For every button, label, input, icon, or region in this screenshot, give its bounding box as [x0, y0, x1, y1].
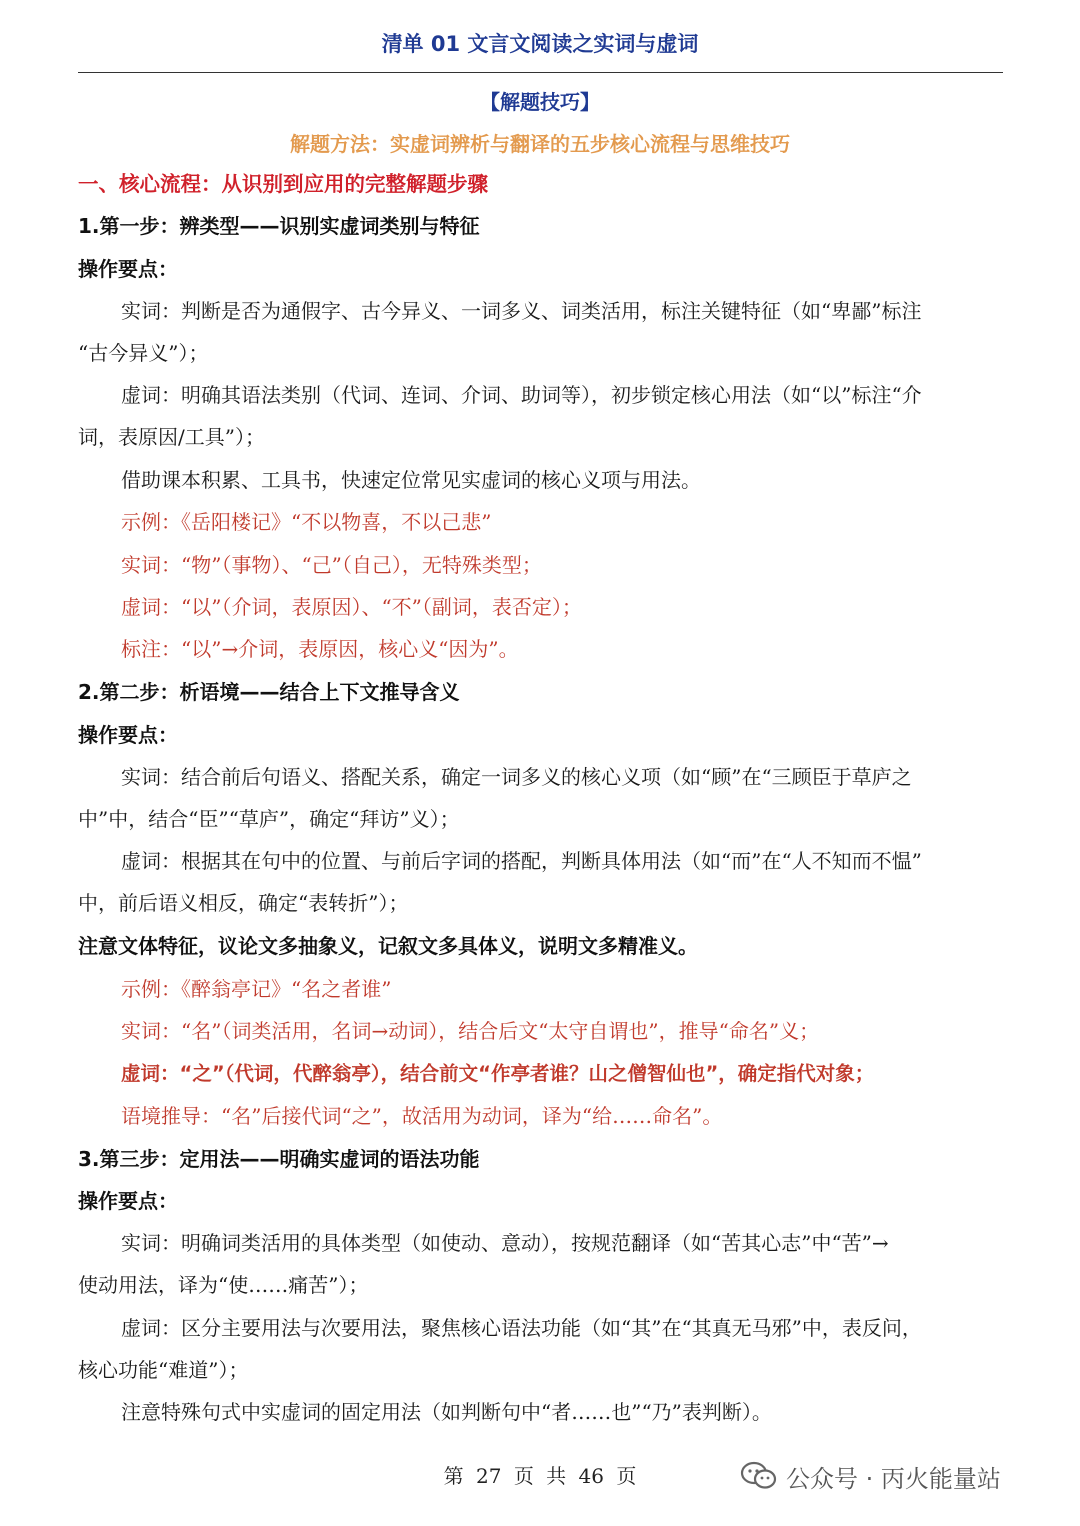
paragraph-line: 词，表原因/工具”）； — [78, 425, 265, 449]
paragraph-line: 使动用法，译为“使……痛苦”）； — [78, 1273, 369, 1297]
example-line: 虚词：“之”（代词，代醉翁亭），结合前文“作亭者谁？山之僧智仙也”，确定指代对象； — [121, 1062, 875, 1085]
note-line: 注意文体特征，议论文多抽象义，记叙文多具体义，说明文多精准义。 — [78, 934, 698, 958]
skills-label: 【解题技巧】 — [480, 90, 600, 114]
step-heading: 2.第二步：析语境——结合上下文推导含义 — [78, 680, 460, 704]
step-heading: 1.第一步：辨类型——识别实虚词类别与特征 — [78, 214, 480, 238]
paragraph-line: 实词：结合前后句语义、搭配关系，确定一词多义的核心义项（如“顾”在“三顾臣于草庐之 — [121, 765, 912, 789]
wechat-icon — [740, 1461, 778, 1491]
example-line: 示例：《岳阳楼记》“不以物喜，不以己悲” — [121, 510, 492, 534]
paragraph-line: 实词：判断是否为通假字、古今异义、一词多义、词类活用，标注关键特征（如“卑鄙”标注 — [121, 299, 922, 323]
paragraph-line: “古今异义”）； — [78, 341, 209, 365]
key-points-label: 操作要点： — [78, 257, 178, 281]
header-title: 清单 01 文言文阅读之实词与虚词 — [381, 32, 699, 56]
footer-word: 页 — [513, 1464, 534, 1488]
footer-word: 第 — [443, 1464, 464, 1488]
footer-word: 页 — [616, 1464, 637, 1488]
method-label: 解题方法：实虚词辨析与翻译的五步核心流程与思维技巧 — [290, 132, 790, 156]
example-line: 示例：《醉翁亭记》“名之者谁” — [121, 977, 392, 1001]
paragraph-line: 中”中，结合“臣”“草庐”，确定“拜访”义）； — [78, 807, 460, 831]
example-line: 实词：“物”（事物）、“己”（自己），无特殊类型； — [121, 553, 542, 577]
example-line: 实词：“名”（词类活用，名词→动词），结合后文“太守自谓也”，推导“命名”义； — [121, 1019, 820, 1043]
watermark — [740, 1458, 1001, 1494]
paragraph-line: 注意特殊句式中实虚词的固定用法（如判断句中“者……也”“乃”表判断）。 — [121, 1400, 772, 1424]
section-heading: 一、核心流程：从识别到应用的完整解题步骤 — [78, 172, 488, 196]
paragraph-line: 借助课本积累、工具书，快速定位常见实虚词的核心义项与用法。 — [121, 468, 701, 492]
paragraph-line: 中，前后语义相反，确定“表转折”）； — [78, 891, 409, 915]
paragraph-line: 实词：明确词类活用的具体类型（如使动、意动），按规范翻译（如“苦其心志”中“苦”→ — [121, 1231, 889, 1255]
current-page-number: 27 — [476, 1464, 502, 1488]
header-divider — [78, 72, 1003, 73]
key-points-label: 操作要点： — [78, 1189, 178, 1213]
paragraph-line: 虚词：明确其语法类别（代词、连词、介词、助词等），初步锁定核心用法（如“以”标注“介 — [121, 383, 922, 407]
example-line: 虚词：“以”（介词，表原因）、“不”（副词，表否定）； — [121, 595, 582, 619]
key-points-label: 操作要点： — [78, 723, 178, 747]
paragraph-line: 核心功能“难道”）； — [78, 1358, 249, 1382]
step-heading: 3.第三步：定用法——明确实虚词的语法功能 — [78, 1147, 480, 1171]
example-line: 标注：“以”→介词，表原因，核心义“因为”。 — [121, 637, 519, 661]
watermark-text: 公众号 · 丙火能量站 — [786, 1464, 1001, 1493]
example-line: 语境推导：“名”后接代词“之”，故活用为动词，译为“给……命名”。 — [121, 1104, 723, 1128]
footer-word: 共 — [546, 1464, 567, 1488]
paragraph-line: 虚词：根据其在句中的位置、与前后字词的搭配，判断具体用法（如“而”在“人不知而不愠” — [121, 849, 922, 873]
paragraph-line: 虚词：区分主要用法与次要用法，聚焦核心语法功能（如“其”在“其真无马邪”中，表反问， — [121, 1316, 922, 1340]
total-pages-number: 46 — [578, 1464, 604, 1488]
